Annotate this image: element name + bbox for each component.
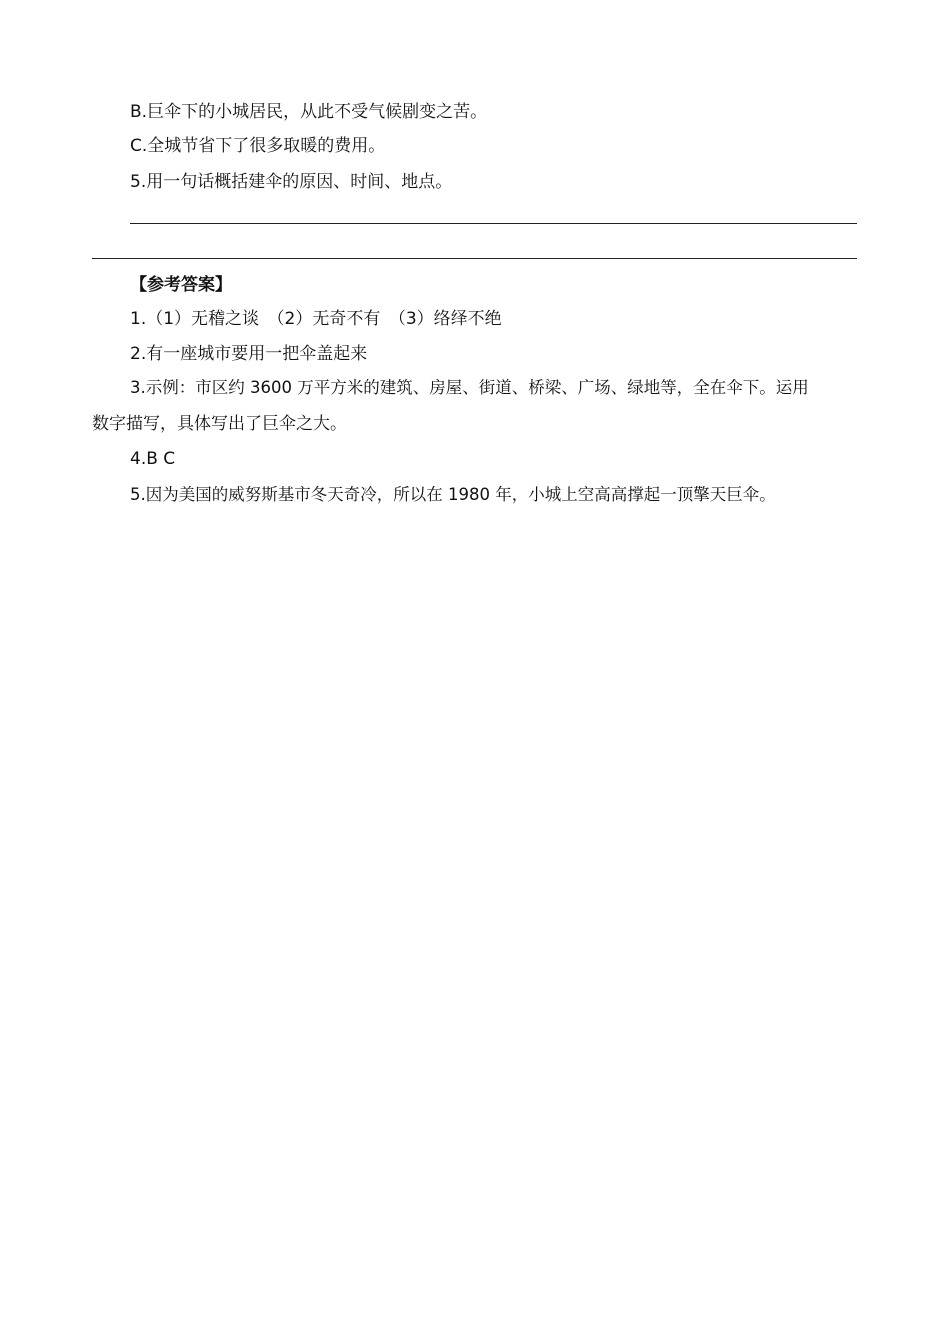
section-divider	[92, 258, 857, 259]
answer-1: 1.（1）无稽之谈 （2）无奇不有 （3）络绎不绝	[130, 309, 502, 329]
answer-blank-line	[130, 223, 857, 224]
answer-2: 2.有一座城市要用一把伞盖起来	[130, 344, 368, 364]
option-b-text: B.巨伞下的小城居民，从此不受气候剧变之苦。	[130, 102, 488, 122]
answer-3-line-2: 数字描写，具体写出了巨伞之大。	[92, 414, 347, 434]
option-c-text: C.全城节省下了很多取暖的费用。	[130, 136, 386, 156]
question-5-text: 5.用一句话概括建伞的原因、时间、地点。	[130, 172, 453, 192]
answer-3-line-1: 3.示例：市区约 3600 万平方米的建筑、房屋、街道、桥梁、广场、绿地等，全在伞下。运用	[130, 378, 809, 397]
answers-heading: 【参考答案】	[130, 275, 232, 295]
answer-4: 4.B C	[130, 449, 176, 469]
answer-5: 5.因为美国的威努斯基市冬天奇冷，所以在 1980 年，小城上空高高撑起一顶擎天巨伞。	[130, 485, 776, 504]
